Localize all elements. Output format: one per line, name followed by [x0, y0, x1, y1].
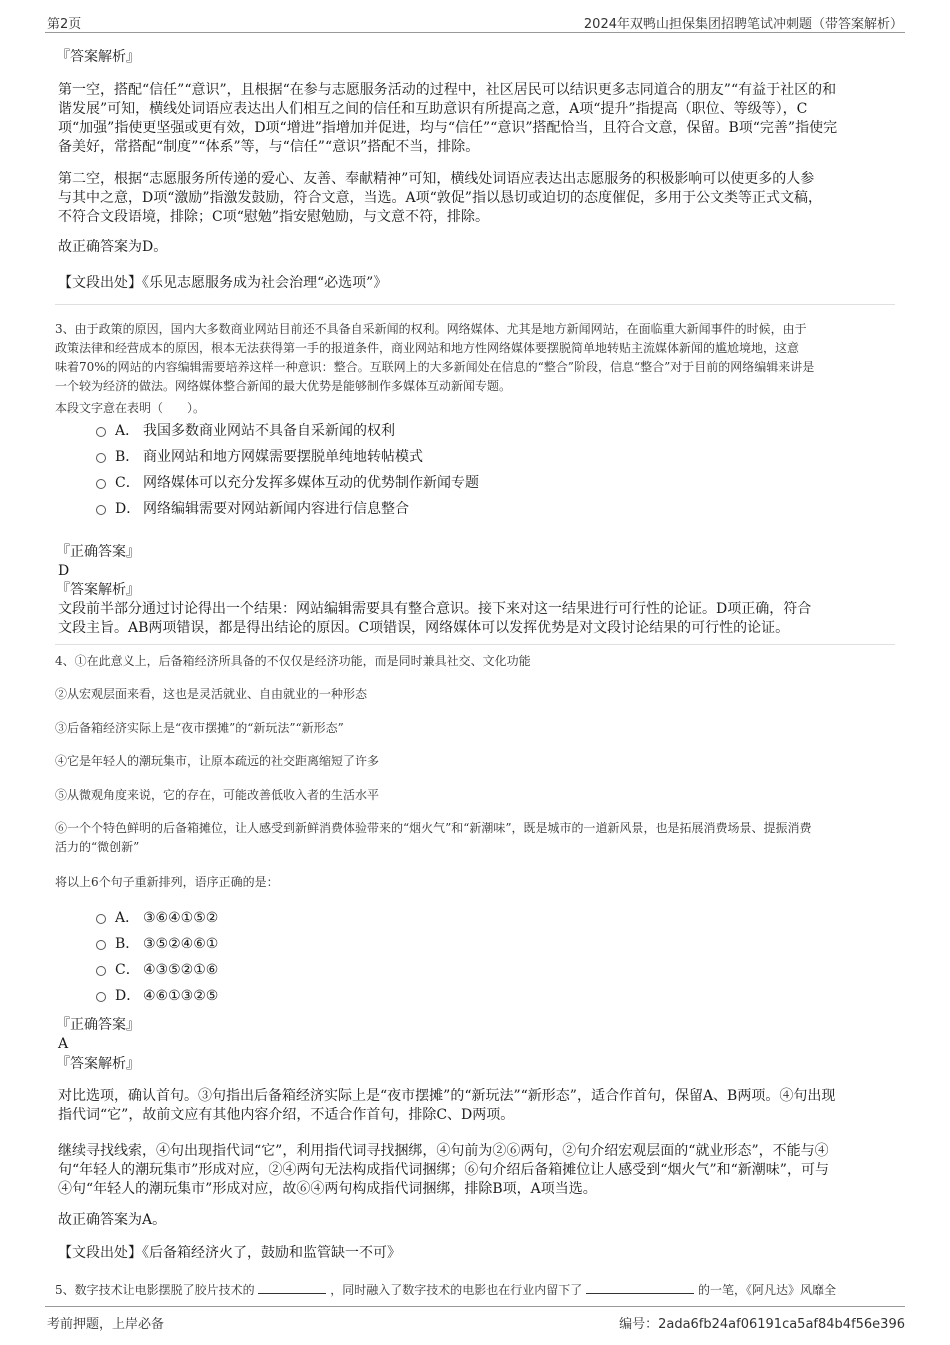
q4-analysis-label: 『答案解析』 — [56, 1056, 140, 1072]
q4-sentence-6 — [55, 819, 812, 857]
q3-analysis-label: 『答案解析』 — [56, 582, 140, 598]
q4-sentence-2: ②从宏观层面来看，这也是灵活就业、自由就业的一种形态 — [55, 687, 368, 701]
footer-slogan: 考前押题，上岸必备 — [47, 1317, 165, 1332]
page-number: 第2页 — [47, 17, 82, 32]
text-line: ④句“年轻人的潮玩集市”形成对应，故⑥④两句构成指代词捆绑，排除B项，A项当选。 — [58, 1181, 597, 1197]
text-line: 文段前半部分通过讨论得出一个结果：网站编辑需要具有整合意识。接下来对这一结果进行可行性的论证。D项正确，符合 — [58, 601, 812, 617]
q4-option-c[interactable] — [96, 961, 218, 980]
option-letter: A． — [115, 910, 140, 926]
q4-sentence-5: ⑤从微观角度来说，它的存在，可能改善低收入者的生活水平 — [55, 788, 380, 802]
q3-answer-label: 『正确答案』 — [56, 544, 140, 560]
q3-option-a[interactable] — [96, 422, 395, 441]
divider — [55, 644, 895, 645]
text-line: 对比选项，确认首句。③句指出后备箱经济实际上是“夜市摆摊”的“新玩法”“新形态”，适合作首句，保留A、B两项。④句出现 — [58, 1088, 836, 1104]
document-code: 编号：2ada6fb24af06191ca5af84b4f56e396 — [619, 1317, 905, 1332]
q4-option-b[interactable] — [96, 935, 218, 954]
q4-answer-label: 『正确答案』 — [56, 1017, 140, 1033]
q2-analysis-para1 — [58, 81, 837, 157]
option-text: ④⑥①③②⑤ — [143, 988, 219, 1004]
text-line: ⑥一个个特色鲜明的后备箱摊位，让人感受到新鲜消费体验带来的“烟火气”和“新潮味”，既是城市的一道新风景，也是拓展消费场景、提振消费 — [55, 821, 812, 835]
q4-analysis-para2 — [58, 1142, 829, 1199]
option-letter: D． — [115, 988, 141, 1004]
option-letter: A． — [115, 423, 140, 439]
text-line: 一个较为经济的做法。网络媒体整合新闻的最大优势是能够制作多媒体互动新闻专题。 — [55, 379, 512, 393]
radio-icon[interactable] — [96, 966, 106, 976]
option-text: 网络编辑需要对网站新闻内容进行信息整合 — [143, 501, 409, 517]
document-title: 2024年双鸭山担保集团招聘笔试冲刺题（带答案解析） — [583, 17, 903, 32]
q4-option-d[interactable] — [96, 987, 218, 1006]
text-line: 项“加强”指使更坚强或更有效，D项“增进”指增加并促进，均与“信任”“意识”搭配恰当，且符合文意，保留。B项“完善”指使完 — [58, 120, 838, 136]
radio-icon[interactable] — [96, 479, 106, 489]
text-line: 政策法律和经营成本的原因，根本无法获得第一手的报道条件，商业网站和地方性网络媒体要摆脱简单地转贴主流媒体新闻的尴尬境地，这意 — [55, 341, 800, 355]
option-letter: B． — [115, 449, 140, 465]
text-line: 备美好，常搭配“制度”“体系”等，与“信任”“意识”搭配不当，排除。 — [58, 139, 480, 155]
text-segment: 5、数字技术让电影摆脱了胶片技术的 — [55, 1283, 255, 1297]
q4-conclusion: 故正确答案为A。 — [58, 1212, 167, 1228]
text-line: 继续寻找线索，④句出现指代词“它”，利用指代词寻找捆绑，④句前为②⑥两句，②句介绍宏观层面的“就业形态”，不能与④ — [58, 1143, 829, 1159]
option-text: ④③⑤②①⑥ — [143, 962, 219, 978]
q5-stem — [55, 1279, 836, 1300]
option-text: 商业网站和地方网媒需要摆脱单纯地转帖模式 — [143, 449, 423, 465]
q4-option-a[interactable] — [96, 909, 218, 928]
divider — [55, 304, 895, 305]
q4-sentence-4: ④它是年轻人的潮玩集市，让原本疏远的社交距离缩短了许多 — [55, 754, 380, 768]
text-line: 第一空，搭配“信任”“意识”，且根据“在参与志愿服务活动的过程中，社区居民可以结识更多志同道合的朋友”“有益于社区的和 — [58, 82, 837, 98]
text-line: 谐发展”可知，横线处词语应表达出人们相互之间的信任和互助意识有所提高之意，A项“提升”指提高（职位、等级等），C — [58, 101, 808, 117]
blank-line — [258, 1279, 326, 1294]
q4-source: 【文段出处】《后备箱经济火了，鼓励和监管缺一不可》 — [58, 1245, 401, 1261]
radio-icon[interactable] — [96, 453, 106, 463]
option-letter: B． — [115, 936, 140, 952]
radio-icon[interactable] — [96, 992, 106, 1002]
text-line: 不符合文段语境，排除；C项“慰勉”指安慰勉励，与文意不符，排除。 — [58, 209, 490, 225]
text-line: 味着70%的网站的内容编辑需要培养这样一种意识：整合。互联网上的大多新闻处在信息的“整合”阶段，信息“整合”对于目前的网络编辑来讲是 — [55, 360, 815, 374]
option-text: 网络媒体可以充分发挥多媒体互动的优势制作新闻专题 — [143, 475, 479, 491]
option-letter: C． — [115, 475, 140, 491]
q3-analysis — [58, 600, 811, 638]
radio-icon[interactable] — [96, 914, 106, 924]
q3-answer: D — [58, 563, 70, 579]
q3-option-c[interactable] — [96, 474, 479, 493]
blank-line — [586, 1279, 694, 1294]
page-footer — [45, 1306, 905, 1335]
q3-option-b[interactable] — [96, 448, 423, 467]
q3-stem — [55, 320, 814, 396]
q2-source: 【文段出处】《乐见志愿服务成为社会治理“必选项”》 — [58, 275, 388, 291]
text-segment: ，同时融入了数字技术的电影也在行业内留下了 — [330, 1283, 583, 1297]
radio-icon[interactable] — [96, 427, 106, 437]
radio-icon[interactable] — [96, 940, 106, 950]
option-text: ③⑥④①⑤② — [143, 910, 219, 926]
option-letter: C． — [115, 962, 140, 978]
text-segment: 的一笔，《阿凡达》风靡全 — [697, 1283, 836, 1297]
text-line: 第二空，根据“志愿服务所传递的爱心、友善、奉献精神”可知，横线处词语应表达出志愿服务的积极影响可以使更多的人参 — [58, 171, 815, 187]
text-line: 文段主旨。AB两项错误，都是得出结论的原因。C项错误，网络媒体可以发挥优势是对文段讨论结果的可行性的论证。 — [58, 620, 790, 636]
q2-analysis-label: 『答案解析』 — [56, 49, 140, 65]
q4-sentence-1: 4、①在此意义上，后备箱经济所具备的不仅仅是经济功能，而是同时兼具社交、文化功能 — [55, 654, 531, 668]
text-line: 与其中之意，D项“激励”指激发鼓励，符合文意，当选。A项“敦促”指以恳切或迫切的态度催促，多用于公文类等正式文稿， — [58, 190, 822, 206]
radio-icon[interactable] — [96, 505, 106, 515]
q2-analysis-para2 — [58, 170, 822, 227]
text-line: 句“年轻人的潮玩集市”形成对应，②④两句无法构成指代词捆绑；⑥句介绍后备箱摊位让人感受到“烟火气”和“新潮味”，可与 — [58, 1162, 829, 1178]
q4-sentence-3: ③后备箱经济实际上是“夜市摆摊”的“新玩法”“新形态” — [55, 721, 344, 735]
option-text: ③⑤②④⑥① — [143, 936, 219, 952]
text-line: 3、由于政策的原因，国内大多数商业网站目前还不具备自采新闻的权利。网络媒体、尤其是地方新闻网站，在面临重大新闻事件的时候，由于 — [55, 322, 807, 336]
option-text: 我国多数商业网站不具备自采新闻的权利 — [143, 423, 395, 439]
q2-conclusion: 故正确答案为D。 — [58, 239, 168, 255]
q4-answer: A — [58, 1036, 69, 1052]
text-line: 活力的“微创新” — [55, 840, 140, 854]
q3-option-d[interactable] — [96, 500, 409, 519]
option-letter: D． — [115, 501, 141, 517]
q3-prompt: 本段文字意在表明（ ）。 — [55, 401, 206, 415]
q4-analysis-para1 — [58, 1087, 835, 1125]
text-line: 指代词“它”，故前文应有其他内容介绍，不适合作首句，排除C、D两项。 — [58, 1107, 515, 1123]
q4-prompt: 将以上6个句子重新排列，语序正确的是： — [55, 875, 279, 889]
page-header — [45, 10, 905, 33]
